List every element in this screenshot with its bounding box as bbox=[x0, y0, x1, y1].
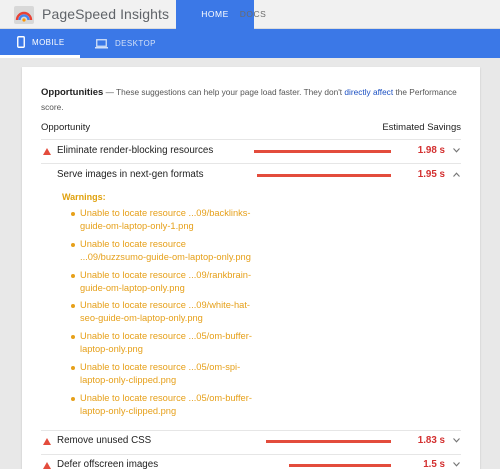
chevron-up-icon[interactable] bbox=[453, 172, 460, 177]
column-headers bbox=[41, 122, 461, 138]
warnings-list bbox=[80, 207, 280, 423]
nav-tab-home[interactable]: HOME bbox=[176, 0, 254, 29]
directly-affect-link[interactable]: directly affect bbox=[344, 87, 394, 97]
savings-bar bbox=[254, 150, 391, 153]
audit-row-next-gen-formats[interactable] bbox=[41, 165, 461, 187]
pagespeed-logo-icon bbox=[14, 6, 34, 24]
device-tab-mobile-label: MOBILE bbox=[32, 37, 65, 47]
chevron-down-icon[interactable] bbox=[453, 148, 460, 153]
nav-tab-docs[interactable]: DOCS bbox=[239, 9, 267, 19]
column-header-opportunity: Opportunity bbox=[41, 122, 91, 133]
device-tab-desktop[interactable] bbox=[95, 29, 205, 58]
smartphone-icon bbox=[17, 36, 25, 48]
audit-label: Eliminate render-blocking resources bbox=[57, 145, 214, 156]
device-tab-mobile[interactable] bbox=[0, 29, 80, 58]
savings-value: 1.98 s bbox=[417, 145, 445, 156]
section-header bbox=[41, 85, 461, 114]
laptop-icon bbox=[95, 39, 108, 49]
app-title: PageSpeed Insights bbox=[42, 6, 170, 22]
chevron-down-icon[interactable] bbox=[453, 438, 460, 443]
device-tab-desktop-label: DESKTOP bbox=[115, 39, 156, 48]
warning-item: Unable to locate resource ...09/backlinks- guide-om-laptop-only-1.png bbox=[80, 207, 280, 233]
divider bbox=[41, 163, 461, 164]
savings-value: 1.83 s bbox=[417, 435, 445, 446]
section-description-end: the Performance score. bbox=[41, 87, 457, 112]
savings-value: 1.95 s bbox=[417, 169, 445, 180]
fail-triangle-icon bbox=[43, 462, 51, 469]
chevron-down-icon[interactable] bbox=[453, 462, 460, 467]
warning-item: Unable to locate resource ...09/white-hat- seo-guide-om-laptop-only.png bbox=[80, 299, 280, 325]
fail-triangle-icon bbox=[43, 438, 51, 445]
audit-label: Defer offscreen images bbox=[57, 459, 159, 469]
divider bbox=[41, 139, 461, 140]
savings-bar bbox=[266, 440, 391, 443]
fail-triangle-icon bbox=[43, 148, 51, 155]
section-title: Opportunities bbox=[41, 87, 104, 98]
warning-item: Unable to locate resource ...05/om-buffer- laptop-only-clipped.png bbox=[80, 392, 280, 418]
warnings-title: Warnings: bbox=[62, 192, 106, 202]
report-card bbox=[22, 67, 480, 469]
top-bar bbox=[0, 0, 500, 29]
warning-item: Unable to locate resource ...05/om-spi- laptop-only-clipped.png bbox=[80, 361, 280, 387]
audit-row-offscreen-images[interactable] bbox=[41, 455, 461, 469]
warning-item: Unable to locate resource ...05/om-buffer- laptop-only.png bbox=[80, 330, 280, 356]
audit-label: Serve images in next-gen formats bbox=[57, 169, 204, 180]
warning-item: Unable to locate resource ...09/buzzsumo-guide-om-laptop-only.png bbox=[80, 238, 280, 264]
section-description: — These suggestions can help your page load faster. They don't bbox=[103, 87, 345, 97]
device-bar bbox=[0, 29, 500, 58]
savings-bar bbox=[257, 174, 391, 177]
audit-label: Remove unused CSS bbox=[57, 435, 152, 446]
savings-bar bbox=[289, 464, 391, 467]
savings-value: 1.5 s bbox=[423, 459, 445, 469]
column-header-savings: Estimated Savings bbox=[382, 122, 461, 133]
audit-row-unused-css[interactable] bbox=[41, 431, 461, 453]
warning-item: Unable to locate resource ...09/rankbrain- guide-om-laptop-only.png bbox=[80, 269, 280, 295]
audit-row-render-blocking[interactable] bbox=[41, 141, 461, 163]
